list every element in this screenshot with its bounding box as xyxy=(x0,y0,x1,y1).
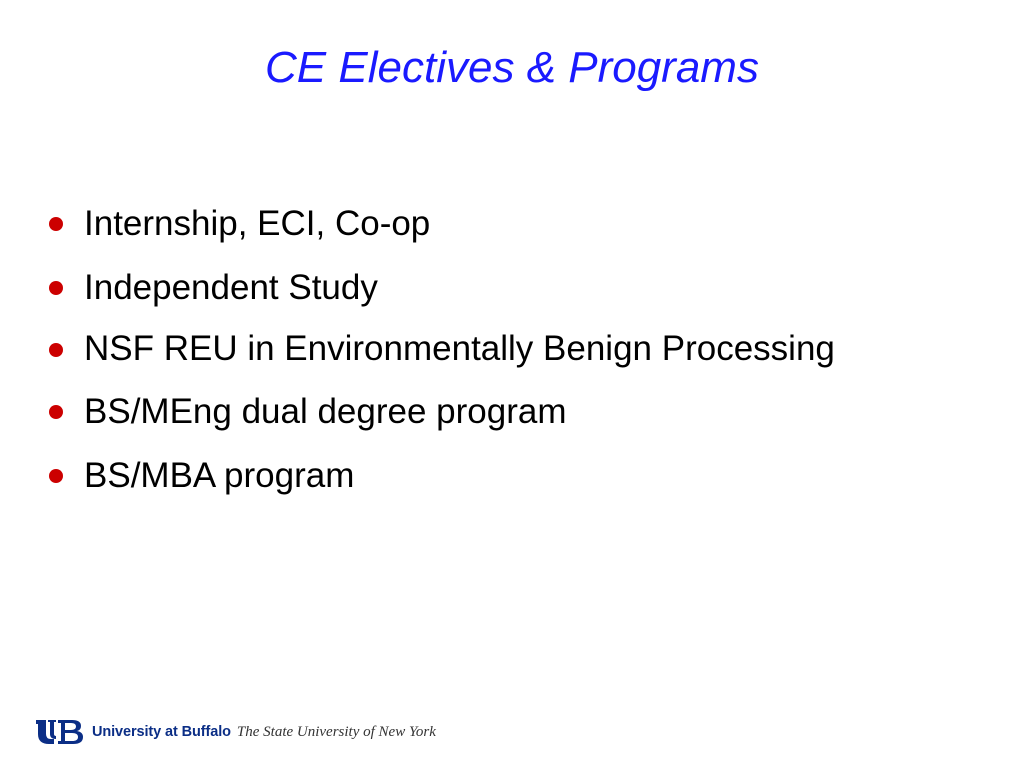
bullet-dot-icon xyxy=(49,281,63,295)
list-item xyxy=(46,196,946,252)
bullet-dot-icon xyxy=(49,343,63,357)
bullet-text: Independent Study xyxy=(84,268,378,307)
bullet-list xyxy=(46,196,946,512)
bullet-dot-icon xyxy=(49,469,63,483)
bullet-dot-icon xyxy=(49,405,63,419)
list-item xyxy=(46,260,946,316)
slide-title: CE Electives & Programs xyxy=(265,43,759,92)
footer xyxy=(34,716,436,748)
bullet-dot-icon xyxy=(49,217,63,231)
bullet-text: Internship, ECI, Co-op xyxy=(84,204,431,243)
ub-logo-icon xyxy=(34,717,86,747)
list-item xyxy=(46,324,946,373)
list-item xyxy=(46,448,946,504)
list-item xyxy=(46,384,946,440)
university-tagline: The State University of New York xyxy=(236,723,436,740)
university-name: University at Buffalo xyxy=(92,724,231,740)
bullet-text: BS/MEng dual degree program xyxy=(84,392,567,431)
bullet-text: NSF REU in Environmentally Benign Processing xyxy=(84,329,835,368)
bullet-text: BS/MBA program xyxy=(84,456,355,495)
